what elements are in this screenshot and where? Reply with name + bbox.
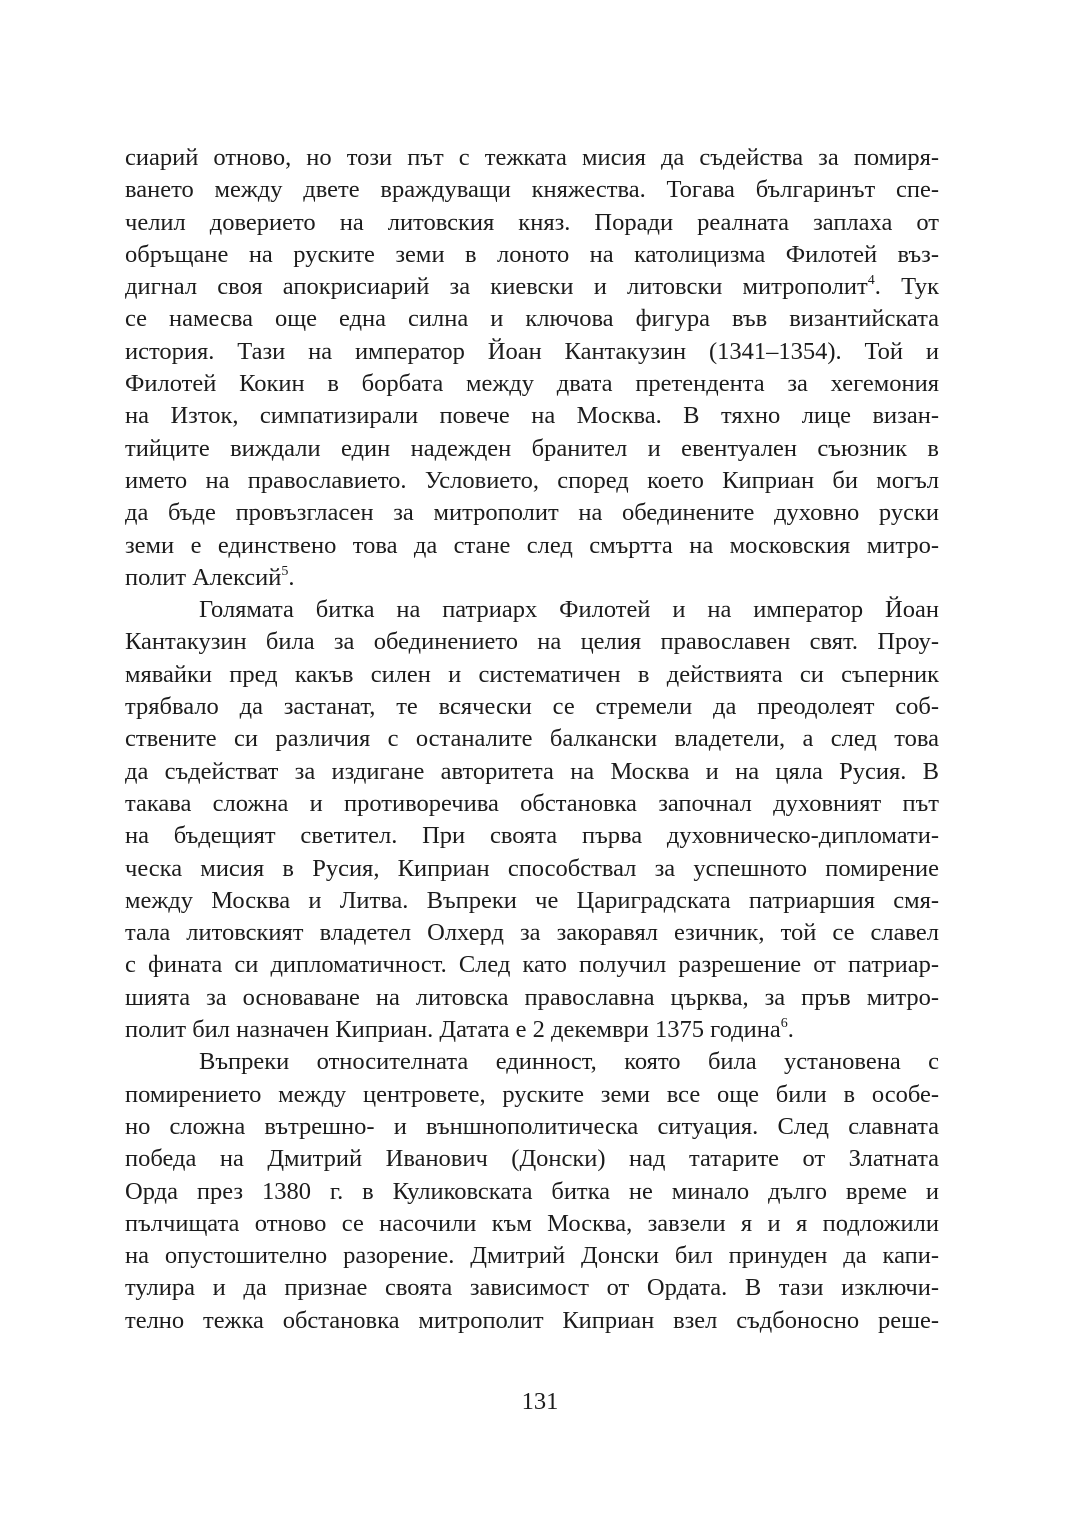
page-body (125, 142, 939, 1337)
line-text: да бъде провъзгласен за митрополит на обединените духовно руски (125, 499, 939, 527)
line-text: полит Алексий (125, 563, 282, 591)
line-text: трябвало да застанат, те всячески се стремели да преодолеят соб- (125, 693, 939, 721)
line-text-after-footnote: . Тук (874, 273, 939, 301)
line-text: се намесва още една силна и ключова фигура във византийската (125, 305, 939, 333)
text-line (125, 271, 939, 303)
line-text: ствените си различия с останалите балкански владетели, а след това (125, 725, 939, 753)
line-text: сиарий отново, но този път с тежката мисия да съдейства за помиря- (125, 144, 939, 171)
text-line (125, 239, 939, 271)
text-line (125, 433, 939, 465)
line-text: история. Тази на император Йоан Кантакузин (1341–1354). Той и (125, 337, 939, 365)
line-text: името на православието. Условието, според което Киприан би могъл (125, 466, 939, 494)
text-line (125, 465, 939, 497)
text-line (125, 1305, 939, 1337)
text-line (125, 594, 939, 626)
text-line (125, 1176, 939, 1208)
text-line (125, 1272, 939, 1304)
text-line (125, 982, 939, 1014)
text-line (125, 885, 939, 917)
line-text: пълчищата отново се насочили към Москва, завзели я и я подложили (125, 1209, 939, 1237)
line-text: шията за основаване на литовска православна църква, за пръв митро- (125, 983, 939, 1011)
text-line (125, 756, 939, 788)
line-text: между Москва и Литва. Въпреки че Цариградската патриаршия смя- (125, 886, 939, 914)
footnote-marker: 5 (281, 563, 289, 579)
text-line (125, 1143, 939, 1175)
line-text: Орда през 1380 г. в Куликовската битка не минало дълго време и (125, 1177, 939, 1205)
text-line (125, 1014, 939, 1046)
line-text: Голямата битка на патриарх Филотей и на император Йоан (199, 596, 939, 624)
text-line (125, 949, 939, 981)
line-text: Въпреки относителната единност, която била установена с (199, 1048, 939, 1076)
line-text: победа на Дмитрий Иванович (Донски) над татарите от Златната (125, 1145, 939, 1173)
line-text: Кантакузин била за обединението на целия православен свят. Проу- (125, 628, 939, 656)
line-text: дигнал своя апокрисиарий за киевски и литовски митрополит (125, 273, 868, 301)
text-line (125, 530, 939, 562)
text-line (125, 1079, 939, 1111)
line-text: тала литовският владетел Олхерд за закоравял езичник, той се славел (125, 919, 939, 947)
text-line (125, 400, 939, 432)
line-text: Филотей Кокин в борбата между двата претендента за хегемония (125, 370, 939, 398)
text-line (125, 207, 939, 239)
text-line (125, 917, 939, 949)
text-line (125, 659, 939, 691)
line-text: полит бил назначен Киприан. Датата е 2 декември 1375 година (125, 1016, 781, 1044)
page-number: 131 (521, 1388, 559, 1415)
line-text: да съдействат за издигане авторитета на Москва и на цяла Русия. В (125, 757, 939, 785)
text-line (125, 853, 939, 885)
text-line (125, 626, 939, 658)
text-line (125, 562, 939, 594)
line-text: тулира и да признае своята зависимост от Ордата. В тази изключи- (125, 1274, 939, 1302)
line-text-after-footnote: . (288, 563, 295, 591)
paragraph (125, 594, 939, 1046)
line-text: такава сложна и противоречива обстановка започнал духовният път (125, 789, 939, 817)
footnote-marker: 6 (780, 1015, 788, 1031)
line-text: челил доверието на литовския княз. Поради реалната заплаха от (125, 208, 939, 236)
text-line (125, 1240, 939, 1272)
text-line (125, 691, 939, 723)
text-line (125, 497, 939, 529)
line-text-after-footnote: . (787, 1016, 794, 1044)
text-line (125, 1046, 939, 1078)
footnote-marker: 4 (867, 273, 875, 289)
text-line (125, 1208, 939, 1240)
text-line (125, 820, 939, 852)
line-text: ческа мисия в Русия, Киприан способствал за успешното помирение (125, 854, 939, 882)
line-text: ването между двете враждуващи княжества. Тогава българинът спе- (125, 176, 939, 204)
text-line (125, 142, 939, 174)
line-text: тийците виждали един надежден бранител и евентуален съюзник в (125, 434, 939, 462)
line-text: на опустошително разорение. Дмитрий Донски бил принуден да капи- (125, 1242, 939, 1270)
paragraph (125, 142, 939, 594)
text-line (125, 368, 939, 400)
text-line (125, 788, 939, 820)
paragraph (125, 1046, 939, 1337)
text-line (125, 303, 939, 335)
line-text: с фината си дипломатичност. След като получил разрешение от патриар- (125, 951, 939, 979)
line-text: обръщане на руските земи в лоното на католицизма Филотей въз- (125, 240, 939, 268)
text-line (125, 723, 939, 755)
text-line (125, 174, 939, 206)
text-line (125, 336, 939, 368)
line-text: мявайки пред какъв силен и систематичен в действията си съперник (125, 660, 939, 688)
line-text: телно тежка обстановка митрополит Киприан взел съдбоносно реше- (125, 1306, 939, 1334)
line-text: на бъдещият светител. При своята първа духовническо-дипломати- (125, 822, 939, 850)
line-text: земи е единствено това да стане след смъртта на московския митро- (125, 531, 939, 559)
line-text: но сложна вътрешно- и външнополитическа ситуация. След славната (125, 1112, 939, 1140)
line-text: помирението между центровете, руските земи все още били в особе- (125, 1080, 939, 1108)
line-text: на Изток, симпатизирали повече на Москва. В тяхно лице визан- (125, 402, 939, 430)
text-line (125, 1111, 939, 1143)
